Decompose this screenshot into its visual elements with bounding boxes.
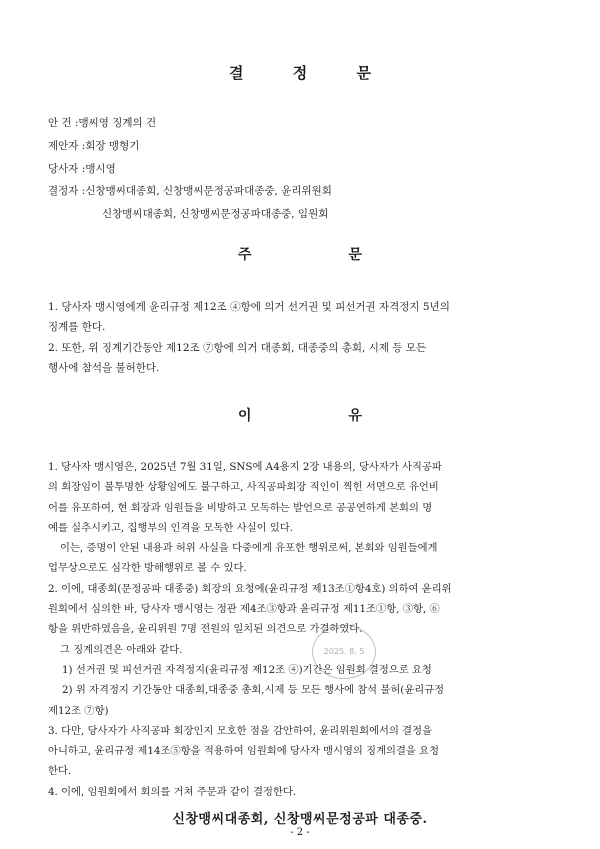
proposer-value: 회장 맹형기 — [85, 139, 140, 152]
order-line: 1. 당사자 맹시영에게 윤리규정 제12조 ④항에 의거 선거권 및 피선거권 자격정지 5년의 — [48, 301, 450, 313]
reason-section — [48, 457, 558, 802]
decider-row-2 — [48, 203, 332, 226]
reason-line: 이는, 증명이 안된 내용과 허위 사실을 다중에게 유포한 행위로써, 본회와 임원들에게 — [60, 542, 438, 555]
reason-line: 2. 이에, 대종회(문정공파 대종중) 회장의 요청에(윤리규정 제13조①항4호) 의하여 윤리위 — [48, 582, 452, 595]
reason-line: 예를 실추시키고, 집행부의 인격을 모독한 사실이 있다. — [48, 521, 294, 534]
party-value: 맹시영 — [85, 162, 116, 175]
reason-line: 제12조 ⑦항) — [48, 704, 109, 717]
reason-line: 그 징계의견은 아래와 같다. — [60, 643, 183, 656]
reason-line: 원회에서 심의한 바, 당사자 맹시영는 정관 제4조③항과 윤리규정 제11조①항, ③항, ⑥ — [48, 603, 440, 616]
issuer-footer: 신창맹씨대종회, 신창맹씨문정공파 대종중. — [172, 812, 428, 827]
reason-line: 4. 이에, 임원회에서 회의를 거쳐 주문과 같이 결정한다. — [48, 785, 297, 798]
subject-row — [48, 112, 332, 135]
decider-value-2: 신창맹씨대종회, 신창맹씨문정공파대종중, 임원회 — [102, 208, 329, 221]
reason-line: 한다. — [48, 765, 72, 778]
proposer-row — [48, 135, 332, 158]
subject-value: 맹씨영 징계의 건 — [78, 117, 157, 129]
subject-label: 안 건 : — [48, 117, 79, 129]
document-header — [48, 112, 332, 226]
party-label: 당사자 : — [48, 162, 86, 175]
decider-row — [48, 180, 332, 203]
reason-line: 3. 다만, 당사자가 사직공파 회장인지 모호한 점을 감안하여, 윤리위원회에서의 결정을 — [48, 724, 433, 737]
reason-heading: 이 유 — [238, 408, 408, 424]
reason-line: 아니하고, 윤리규정 제14조⑤항을 적용하여 임원회에 당사자 맹시영의 징계의결을 요청 — [48, 745, 440, 758]
party-row — [48, 158, 332, 181]
reason-line: 1. 당사자 맹시영은, 2025년 7월 31일, SNS에 A4용지 2장 내용의, 당사자가 사직공파 — [48, 461, 442, 473]
proposer-label: 제안자 : — [48, 139, 86, 152]
order-line: 2. 또한, 위 징계기간동안 제12조 ⑦항에 의거 대종회, 대종중의 총회, 시제 등 모든 — [48, 341, 427, 354]
decider-label: 결정자 : — [48, 185, 86, 198]
order-heading: 주 문 — [238, 247, 408, 263]
order-section — [48, 297, 554, 378]
reason-line: 항을 위반하였음을, 윤리위원 7명 전원의 일치된 의견으로 가결하였다. — [48, 623, 363, 636]
reason-line: 업무상으로도 심각한 방해행위로 볼 수 있다. — [48, 562, 247, 575]
reason-line: 1) 선거권 및 피선거권 자격정지(윤리규정 제12조 ④)기간은 임원회 결정으로 요청 — [62, 663, 432, 676]
document-title: 결 정 문 — [229, 64, 393, 82]
reason-line: 어를 유포하여, 현 회장과 임원들을 비방하고 모독하는 발언으로 공공연하게 본회의 명 — [48, 501, 433, 514]
page-number: - 2 - — [290, 827, 310, 838]
reason-line: 의 회장임이 불투명한 상황임에도 불구하고, 사직공파회장 직인이 찍힌 서면으로 유언비 — [48, 481, 439, 494]
decider-value-1: 신창맹씨대종회, 신창맹씨문정공파대종중, 윤리위원회 — [85, 185, 332, 198]
official-seal-stamp: 2025. 8. 5 — [312, 625, 376, 679]
order-line: 징계를 한다. — [48, 321, 106, 334]
reason-line: 2) 위 자격정지 기간동안 대종회,대종중 총회,시제 등 모든 행사에 참석 불허(윤리규정 — [62, 684, 445, 697]
order-line: 행사에 참석을 불허한다. — [48, 361, 160, 374]
